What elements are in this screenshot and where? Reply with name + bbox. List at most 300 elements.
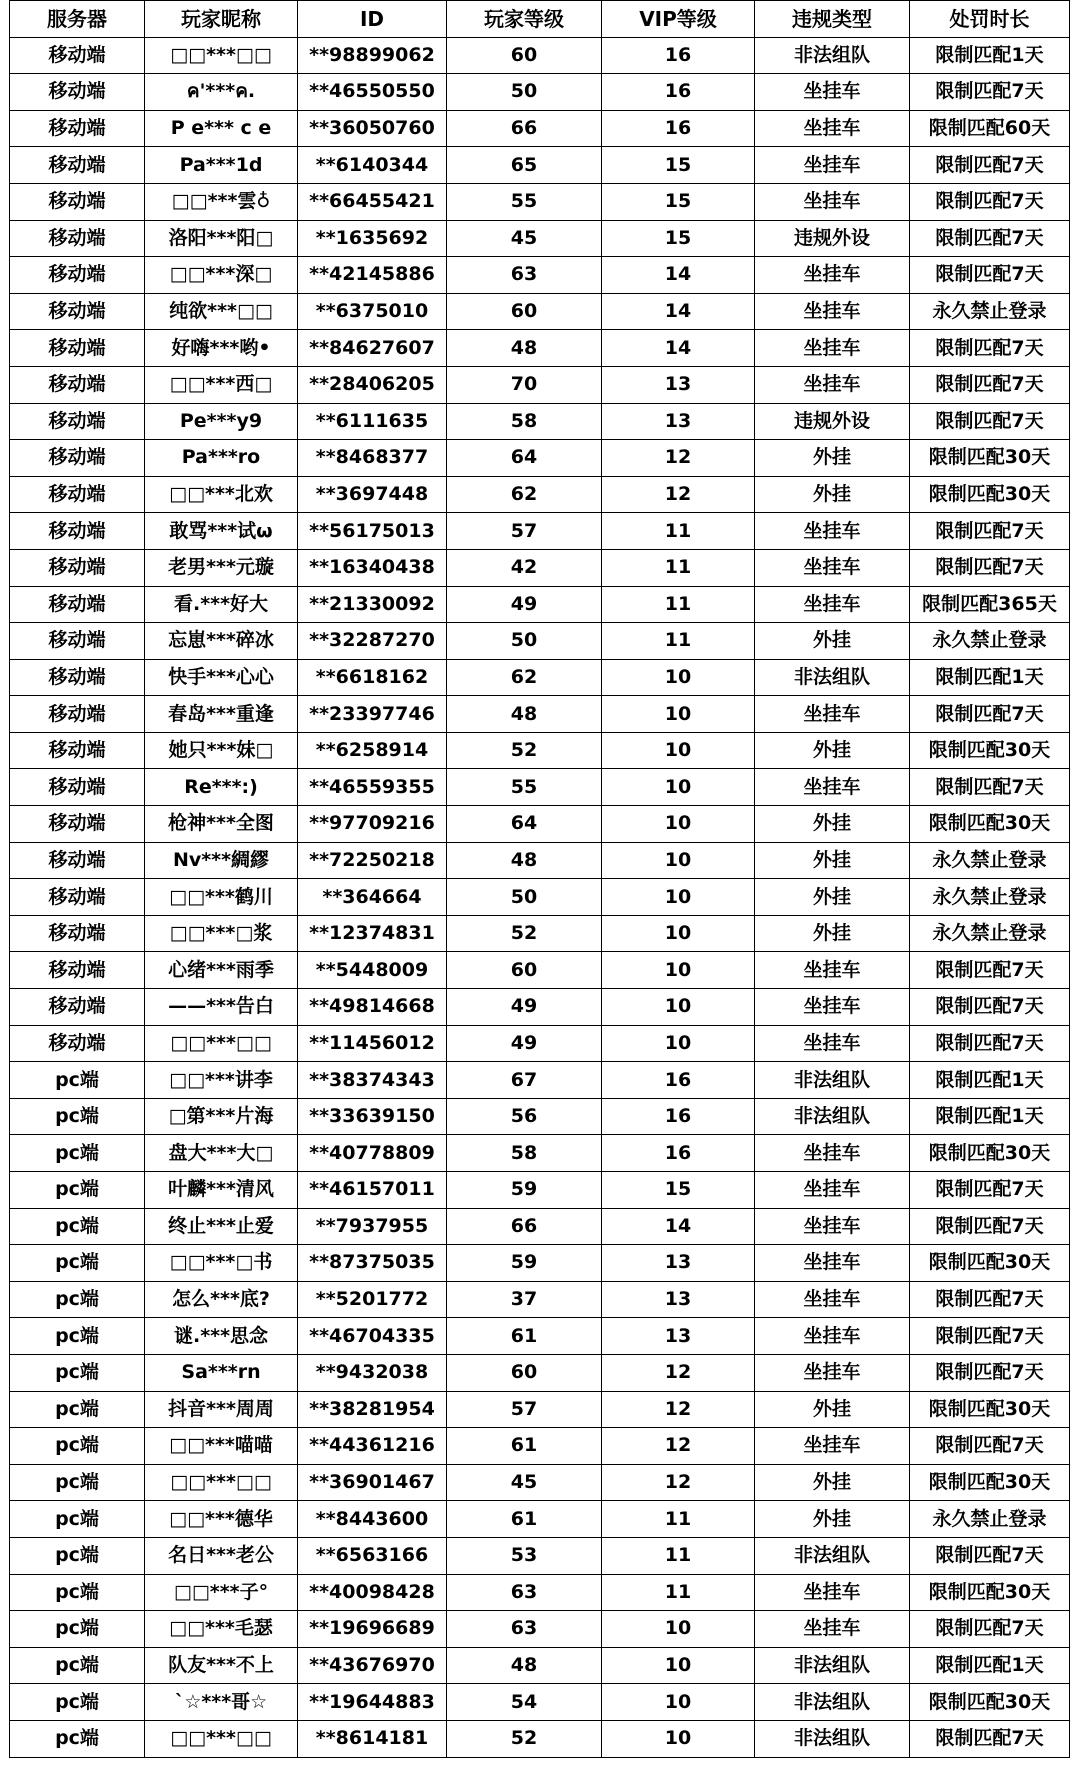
cell-server: 移动端 (10, 74, 145, 111)
cell-id: **49814668 (298, 989, 447, 1026)
cell-server: 移动端 (10, 842, 145, 879)
cell-player-level: 49 (447, 1025, 602, 1062)
table-row (10, 879, 1070, 916)
cell-id: **46550550 (298, 74, 447, 111)
cell-nickname: Pe***y9 (145, 403, 298, 440)
table-row (10, 1025, 1070, 1062)
cell-player-level: 53 (447, 1537, 602, 1574)
cell-server: 移动端 (10, 110, 145, 147)
table-row (10, 330, 1070, 367)
cell-nickname: `☆***哥☆ (145, 1684, 298, 1721)
cell-violation-type: 外挂 (755, 1391, 910, 1428)
cell-player-level: 61 (447, 1501, 602, 1538)
cell-server: 移动端 (10, 183, 145, 220)
cell-nickname: □□***□□ (145, 1464, 298, 1501)
cell-violation-type: 非法组队 (755, 1098, 910, 1135)
cell-vip-level: 12 (602, 1464, 755, 1501)
table-row (10, 147, 1070, 184)
cell-vip-level: 13 (602, 1281, 755, 1318)
cell-nickname: □□***雲♁ (145, 183, 298, 220)
cell-player-level: 55 (447, 183, 602, 220)
penalty-table (9, 0, 1070, 1758)
cell-nickname: 她只***妹□ (145, 732, 298, 769)
cell-penalty-duration: 永久禁止登录 (910, 915, 1070, 952)
cell-nickname: □□***□□ (145, 1025, 298, 1062)
cell-violation-type: 外挂 (755, 842, 910, 879)
cell-vip-level: 11 (602, 513, 755, 550)
cell-player-level: 60 (447, 293, 602, 330)
cell-violation-type: 坐挂车 (755, 549, 910, 586)
cell-penalty-duration: 限制匹配30天 (910, 476, 1070, 513)
cell-server: pc端 (10, 1245, 145, 1282)
table-row (10, 1172, 1070, 1209)
cell-server: 移动端 (10, 476, 145, 513)
cell-violation-type: 坐挂车 (755, 1281, 910, 1318)
cell-id: **5201772 (298, 1281, 447, 1318)
cell-violation-type: 非法组队 (755, 659, 910, 696)
table-row (10, 1318, 1070, 1355)
cell-violation-type: 坐挂车 (755, 513, 910, 550)
cell-id: **43676970 (298, 1647, 447, 1684)
cell-server: pc端 (10, 1684, 145, 1721)
cell-id: **1635692 (298, 220, 447, 257)
header-vip-level: VIP等级 (602, 1, 755, 38)
table-row (10, 513, 1070, 550)
cell-nickname: 看.***好大 (145, 586, 298, 623)
cell-penalty-duration: 限制匹配1天 (910, 37, 1070, 74)
cell-violation-type: 外挂 (755, 732, 910, 769)
cell-penalty-duration: 永久禁止登录 (910, 293, 1070, 330)
cell-id: **46157011 (298, 1172, 447, 1209)
cell-player-level: 65 (447, 147, 602, 184)
header-server: 服务器 (10, 1, 145, 38)
header-violation-type: 违规类型 (755, 1, 910, 38)
cell-server: pc端 (10, 1172, 145, 1209)
cell-server: pc端 (10, 1428, 145, 1465)
cell-violation-type: 坐挂车 (755, 1318, 910, 1355)
cell-penalty-duration: 限制匹配7天 (910, 1354, 1070, 1391)
cell-penalty-duration: 永久禁止登录 (910, 623, 1070, 660)
cell-nickname: Nv***綢繆 (145, 842, 298, 879)
cell-penalty-duration: 限制匹配30天 (910, 440, 1070, 477)
cell-penalty-duration: 限制匹配7天 (910, 1281, 1070, 1318)
cell-id: **19644883 (298, 1684, 447, 1721)
cell-violation-type: 违规外设 (755, 403, 910, 440)
cell-nickname: □□***深□ (145, 257, 298, 294)
cell-nickname: 快手***心心 (145, 659, 298, 696)
cell-violation-type: 坐挂车 (755, 989, 910, 1026)
table-row (10, 1684, 1070, 1721)
cell-violation-type: 非法组队 (755, 1537, 910, 1574)
cell-server: pc端 (10, 1537, 145, 1574)
table-row (10, 293, 1070, 330)
cell-penalty-duration: 限制匹配7天 (910, 549, 1070, 586)
table-row (10, 1428, 1070, 1465)
cell-player-level: 60 (447, 1354, 602, 1391)
cell-id: **40778809 (298, 1135, 447, 1172)
cell-player-level: 57 (447, 513, 602, 550)
cell-player-level: 62 (447, 659, 602, 696)
table-body (10, 37, 1070, 1757)
cell-server: 移动端 (10, 366, 145, 403)
cell-vip-level: 11 (602, 1537, 755, 1574)
cell-player-level: 52 (447, 732, 602, 769)
cell-vip-level: 16 (602, 1135, 755, 1172)
cell-player-level: 62 (447, 476, 602, 513)
cell-id: **42145886 (298, 257, 447, 294)
cell-vip-level: 10 (602, 989, 755, 1026)
cell-violation-type: 坐挂车 (755, 1574, 910, 1611)
cell-player-level: 42 (447, 549, 602, 586)
cell-vip-level: 10 (602, 952, 755, 989)
cell-server: 移动端 (10, 257, 145, 294)
cell-nickname: 盘大***大□ (145, 1135, 298, 1172)
cell-violation-type: 坐挂车 (755, 696, 910, 733)
cell-server: 移动端 (10, 623, 145, 660)
cell-violation-type: 坐挂车 (755, 1208, 910, 1245)
cell-player-level: 48 (447, 842, 602, 879)
cell-id: **19696689 (298, 1611, 447, 1648)
cell-penalty-duration: 限制匹配365天 (910, 586, 1070, 623)
table-row (10, 183, 1070, 220)
cell-player-level: 52 (447, 915, 602, 952)
cell-server: 移动端 (10, 952, 145, 989)
cell-id: **6140344 (298, 147, 447, 184)
cell-nickname: □□***□□ (145, 1720, 298, 1757)
header-nickname: 玩家昵称 (145, 1, 298, 38)
cell-vip-level: 14 (602, 293, 755, 330)
cell-id: **9432038 (298, 1354, 447, 1391)
cell-penalty-duration: 限制匹配1天 (910, 659, 1070, 696)
cell-nickname: □□***讲李 (145, 1062, 298, 1099)
table-row (10, 257, 1070, 294)
cell-vip-level: 14 (602, 257, 755, 294)
cell-server: pc端 (10, 1501, 145, 1538)
cell-vip-level: 10 (602, 915, 755, 952)
table-row (10, 623, 1070, 660)
cell-nickname: 洛阳***阳□ (145, 220, 298, 257)
cell-violation-type: 非法组队 (755, 1720, 910, 1757)
cell-id: **72250218 (298, 842, 447, 879)
cell-nickname: □□***□浆 (145, 915, 298, 952)
cell-nickname: 叶麟***清风 (145, 1172, 298, 1209)
cell-server: 移动端 (10, 659, 145, 696)
cell-vip-level: 15 (602, 220, 755, 257)
cell-id: **46704335 (298, 1318, 447, 1355)
cell-vip-level: 10 (602, 1025, 755, 1062)
cell-server: 移动端 (10, 440, 145, 477)
cell-penalty-duration: 限制匹配7天 (910, 1208, 1070, 1245)
cell-penalty-duration: 限制匹配7天 (910, 989, 1070, 1026)
cell-player-level: 49 (447, 586, 602, 623)
cell-violation-type: 非法组队 (755, 1062, 910, 1099)
cell-id: **84627607 (298, 330, 447, 367)
cell-vip-level: 10 (602, 1647, 755, 1684)
cell-player-level: 58 (447, 1135, 602, 1172)
cell-id: **6563166 (298, 1537, 447, 1574)
cell-player-level: 37 (447, 1281, 602, 1318)
table-row (10, 110, 1070, 147)
table-row (10, 659, 1070, 696)
cell-penalty-duration: 限制匹配7天 (910, 769, 1070, 806)
cell-nickname: □□***北欢 (145, 476, 298, 513)
cell-nickname: 纯欲***□□ (145, 293, 298, 330)
table-row (10, 74, 1070, 111)
table-row (10, 37, 1070, 74)
cell-server: 移动端 (10, 879, 145, 916)
table-row (10, 1464, 1070, 1501)
cell-violation-type: 坐挂车 (755, 74, 910, 111)
table-row (10, 1062, 1070, 1099)
cell-penalty-duration: 永久禁止登录 (910, 1501, 1070, 1538)
header-row (10, 1, 1070, 38)
cell-vip-level: 12 (602, 1428, 755, 1465)
cell-id: **11456012 (298, 1025, 447, 1062)
table-row (10, 1647, 1070, 1684)
cell-nickname: 怎么***底? (145, 1281, 298, 1318)
cell-player-level: 59 (447, 1245, 602, 1282)
table-row (10, 696, 1070, 733)
cell-violation-type: 坐挂车 (755, 1428, 910, 1465)
cell-violation-type: 坐挂车 (755, 586, 910, 623)
cell-nickname: 心绪***雨季 (145, 952, 298, 989)
table-row (10, 586, 1070, 623)
cell-nickname: 敢骂***试ω (145, 513, 298, 550)
table-row (10, 1245, 1070, 1282)
cell-id: **56175013 (298, 513, 447, 550)
cell-penalty-duration: 限制匹配7天 (910, 1428, 1070, 1465)
table-row (10, 366, 1070, 403)
cell-penalty-duration: 限制匹配30天 (910, 1574, 1070, 1611)
table-row (10, 476, 1070, 513)
table-row (10, 1537, 1070, 1574)
cell-server: pc端 (10, 1354, 145, 1391)
cell-nickname: ค'***ค. (145, 74, 298, 111)
cell-player-level: 45 (447, 1464, 602, 1501)
cell-penalty-duration: 限制匹配60天 (910, 110, 1070, 147)
cell-nickname: 老男***元璇 (145, 549, 298, 586)
table-row (10, 403, 1070, 440)
cell-violation-type: 坐挂车 (755, 1245, 910, 1282)
cell-nickname: 好嗨***哟• (145, 330, 298, 367)
cell-server: pc端 (10, 1574, 145, 1611)
cell-vip-level: 15 (602, 147, 755, 184)
cell-server: pc端 (10, 1135, 145, 1172)
cell-vip-level: 11 (602, 623, 755, 660)
cell-vip-level: 12 (602, 1391, 755, 1428)
cell-nickname: Sa***rn (145, 1354, 298, 1391)
table-row (10, 806, 1070, 843)
cell-server: pc端 (10, 1062, 145, 1099)
cell-penalty-duration: 限制匹配7天 (910, 1537, 1070, 1574)
cell-violation-type: 外挂 (755, 1464, 910, 1501)
table-row (10, 989, 1070, 1026)
cell-violation-type: 违规外设 (755, 220, 910, 257)
cell-nickname: □□***喵喵 (145, 1428, 298, 1465)
cell-penalty-duration: 限制匹配30天 (910, 732, 1070, 769)
cell-penalty-duration: 限制匹配7天 (910, 330, 1070, 367)
header-id: ID (298, 1, 447, 38)
cell-server: 移动端 (10, 806, 145, 843)
cell-penalty-duration: 限制匹配30天 (910, 806, 1070, 843)
cell-violation-type: 外挂 (755, 806, 910, 843)
cell-penalty-duration: 永久禁止登录 (910, 879, 1070, 916)
cell-nickname: □□***子° (145, 1574, 298, 1611)
cell-nickname: 枪神***全图 (145, 806, 298, 843)
cell-player-level: 55 (447, 769, 602, 806)
cell-id: **33639150 (298, 1098, 447, 1135)
cell-player-level: 56 (447, 1098, 602, 1135)
cell-violation-type: 坐挂车 (755, 952, 910, 989)
cell-violation-type: 外挂 (755, 440, 910, 477)
cell-nickname: Pa***ro (145, 440, 298, 477)
cell-nickname: 抖音***周周 (145, 1391, 298, 1428)
cell-player-level: 50 (447, 74, 602, 111)
header-player-level: 玩家等级 (447, 1, 602, 38)
cell-id: **364664 (298, 879, 447, 916)
cell-player-level: 61 (447, 1318, 602, 1355)
cell-vip-level: 12 (602, 476, 755, 513)
cell-player-level: 50 (447, 879, 602, 916)
cell-penalty-duration: 限制匹配7天 (910, 183, 1070, 220)
cell-player-level: 63 (447, 1611, 602, 1648)
table-row (10, 1281, 1070, 1318)
cell-violation-type: 非法组队 (755, 37, 910, 74)
cell-nickname: 终止***止爱 (145, 1208, 298, 1245)
cell-nickname: □□***德华 (145, 1501, 298, 1538)
cell-player-level: 48 (447, 696, 602, 733)
cell-id: **32287270 (298, 623, 447, 660)
cell-nickname: 春岛***重逢 (145, 696, 298, 733)
cell-vip-level: 10 (602, 696, 755, 733)
cell-server: pc端 (10, 1318, 145, 1355)
cell-player-level: 60 (447, 37, 602, 74)
cell-violation-type: 非法组队 (755, 1684, 910, 1721)
cell-player-level: 61 (447, 1428, 602, 1465)
cell-nickname: 谜.***思念 (145, 1318, 298, 1355)
cell-server: 移动端 (10, 220, 145, 257)
cell-vip-level: 10 (602, 732, 755, 769)
cell-vip-level: 12 (602, 440, 755, 477)
cell-server: 移动端 (10, 330, 145, 367)
cell-violation-type: 坐挂车 (755, 147, 910, 184)
cell-player-level: 48 (447, 1647, 602, 1684)
table-row (10, 440, 1070, 477)
cell-violation-type: 坐挂车 (755, 330, 910, 367)
cell-server: 移动端 (10, 915, 145, 952)
cell-player-level: 64 (447, 806, 602, 843)
cell-vip-level: 10 (602, 769, 755, 806)
table-row (10, 1354, 1070, 1391)
cell-id: **6258914 (298, 732, 447, 769)
cell-server: pc端 (10, 1208, 145, 1245)
cell-penalty-duration: 限制匹配7天 (910, 1611, 1070, 1648)
cell-server: 移动端 (10, 769, 145, 806)
cell-vip-level: 10 (602, 1720, 755, 1757)
cell-vip-level: 12 (602, 1354, 755, 1391)
cell-vip-level: 14 (602, 330, 755, 367)
cell-id: **8614181 (298, 1720, 447, 1757)
table-row (10, 1574, 1070, 1611)
cell-violation-type: 坐挂车 (755, 1611, 910, 1648)
cell-penalty-duration: 限制匹配30天 (910, 1245, 1070, 1282)
cell-penalty-duration: 限制匹配30天 (910, 1684, 1070, 1721)
cell-server: 移动端 (10, 586, 145, 623)
cell-server: 移动端 (10, 403, 145, 440)
cell-player-level: 63 (447, 257, 602, 294)
cell-violation-type: 坐挂车 (755, 110, 910, 147)
cell-nickname: 名日***老公 (145, 1537, 298, 1574)
cell-nickname: □第***片海 (145, 1098, 298, 1135)
cell-server: pc端 (10, 1464, 145, 1501)
cell-nickname: □□***鹤川 (145, 879, 298, 916)
cell-violation-type: 坐挂车 (755, 183, 910, 220)
table-row (10, 842, 1070, 879)
cell-id: **7937955 (298, 1208, 447, 1245)
cell-nickname: 忘崽***碎冰 (145, 623, 298, 660)
cell-nickname: Pa***1d (145, 147, 298, 184)
cell-vip-level: 13 (602, 1318, 755, 1355)
cell-player-level: 66 (447, 110, 602, 147)
cell-penalty-duration: 限制匹配7天 (910, 366, 1070, 403)
cell-server: pc端 (10, 1391, 145, 1428)
cell-penalty-duration: 永久禁止登录 (910, 842, 1070, 879)
cell-id: **8468377 (298, 440, 447, 477)
cell-server: 移动端 (10, 513, 145, 550)
cell-player-level: 45 (447, 220, 602, 257)
cell-violation-type: 外挂 (755, 1501, 910, 1538)
cell-violation-type: 坐挂车 (755, 1354, 910, 1391)
cell-player-level: 59 (447, 1172, 602, 1209)
cell-player-level: 58 (447, 403, 602, 440)
cell-vip-level: 13 (602, 1245, 755, 1282)
table-row (10, 732, 1070, 769)
cell-vip-level: 16 (602, 74, 755, 111)
cell-server: pc端 (10, 1281, 145, 1318)
cell-nickname: ——***告白 (145, 989, 298, 1026)
cell-player-level: 54 (447, 1684, 602, 1721)
cell-player-level: 66 (447, 1208, 602, 1245)
table-row (10, 1135, 1070, 1172)
cell-server: 移动端 (10, 293, 145, 330)
cell-vip-level: 10 (602, 1684, 755, 1721)
cell-player-level: 52 (447, 1720, 602, 1757)
cell-player-level: 57 (447, 1391, 602, 1428)
cell-id: **28406205 (298, 366, 447, 403)
table-row (10, 220, 1070, 257)
cell-id: **38281954 (298, 1391, 447, 1428)
cell-player-level: 48 (447, 330, 602, 367)
cell-server: 移动端 (10, 989, 145, 1026)
cell-penalty-duration: 限制匹配7天 (910, 257, 1070, 294)
cell-id: **23397746 (298, 696, 447, 733)
cell-server: 移动端 (10, 1025, 145, 1062)
cell-id: **66455421 (298, 183, 447, 220)
cell-player-level: 70 (447, 366, 602, 403)
cell-penalty-duration: 限制匹配7天 (910, 74, 1070, 111)
cell-server: 移动端 (10, 37, 145, 74)
cell-penalty-duration: 限制匹配7天 (910, 1720, 1070, 1757)
cell-vip-level: 10 (602, 879, 755, 916)
cell-id: **40098428 (298, 1574, 447, 1611)
cell-vip-level: 10 (602, 1611, 755, 1648)
cell-id: **5448009 (298, 952, 447, 989)
cell-server: 移动端 (10, 696, 145, 733)
cell-penalty-duration: 限制匹配30天 (910, 1135, 1070, 1172)
cell-id: **44361216 (298, 1428, 447, 1465)
cell-penalty-duration: 限制匹配7天 (910, 1318, 1070, 1355)
cell-penalty-duration: 限制匹配7天 (910, 1025, 1070, 1062)
